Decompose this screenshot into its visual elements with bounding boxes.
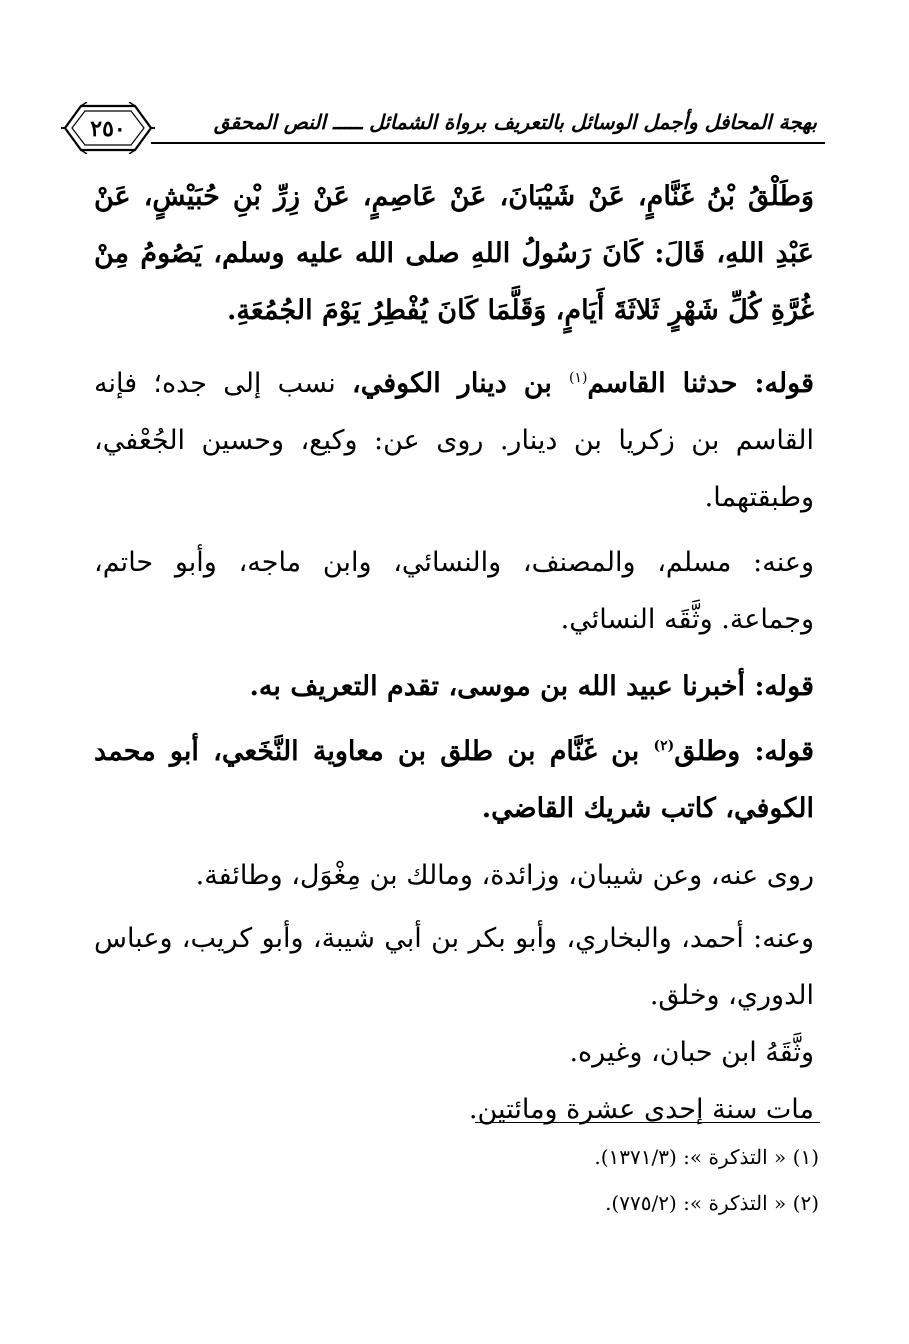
page-number: ٢٥٠: [90, 116, 126, 142]
footnote-ref-1: (١): [568, 370, 588, 386]
paragraph-death: مات سنة إحدى عشرة ومائتين.: [468, 1094, 814, 1125]
qasim-lead: قوله: حدثنا القاسم: [587, 368, 815, 399]
talq-lead: قوله: وطلق: [674, 736, 814, 767]
page-header: [55, 96, 825, 160]
talq-rest: بن غَنَّام بن طلق بن معاوية النَّخَعي، أبو محمد الكوفي، كاتب شريك القاضي.: [94, 736, 814, 824]
running-header-title: بهجة المحافل وأجمل الوسائل بالتعريف برواة الشمائل ـــــ النص المحقق: [213, 110, 817, 134]
paragraph-narrated-from: روى عنه، وعن شيبان، وزائدة، ومالك بن مِغْوَل، وطائفة.: [195, 860, 814, 891]
qasim-rest: نسب إلى جده؛ فإنه القاسم بن زكريا بن دينار. روى عن: وكيع، وحسين الجُعْفي، وطبقتهما.: [94, 368, 814, 513]
paragraph-talq: [94, 723, 814, 837]
paragraph-students-1: وعنه: مسلم، والمصنف، والنسائي، وابن ماجه، وأبو حاتم، وجماعة. وثَّقَه النسائي.: [94, 547, 814, 635]
footnote-1: (١) « التذكرة »: (١٣٧١/٣).: [594, 1145, 819, 1169]
footnote-separator: [475, 1122, 820, 1123]
footnotes: [99, 1134, 819, 1226]
footnote-ref-2: (٢): [653, 738, 675, 754]
footnote-2: (٢) « التذكرة »: (٧٧٥/٢).: [605, 1191, 819, 1215]
page-number-badge: [61, 102, 155, 154]
main-text: [94, 168, 814, 1138]
paragraph-authentication: وثَّقَهُ ابن حبان، وغيره.: [569, 1037, 814, 1068]
paragraph-ubaidullah: قوله: أخبرنا عبيد الله بن موسى، تقدم التعريف به.: [249, 671, 814, 702]
paragraph-qasim: [94, 355, 814, 526]
paragraph-students-2: وعنه: أحمد، والبخاري، وأبو بكر بن أبي شيبة، وأبو كريب، وعباس الدوري، وخلق.: [94, 923, 814, 1011]
hadith-text: وَطَلْقُ بْنُ غَنَّامٍ، عَنْ شَيْبَانَ، عَنْ عَاصِمٍ، عَنْ زِرِّ بْنِ حُبَيْشٍ، عَنْ عَبْدِ اللهِ، قَالَ: كَانَ رَسُولُ اللهِ صلى الله عليه وسلم، يَصُومُ مِنْ غُرَّةِ كُلِّ شَهْرٍ ثَلاثَةَ أَيَامٍ، وَقَلَّمَا كَانَ يُفْطِرُ يَوْمَ الجُمُعَةِ.: [94, 181, 814, 326]
header-rule: [151, 142, 825, 144]
qasim-name: بن دينار الكوفي،: [352, 368, 569, 399]
